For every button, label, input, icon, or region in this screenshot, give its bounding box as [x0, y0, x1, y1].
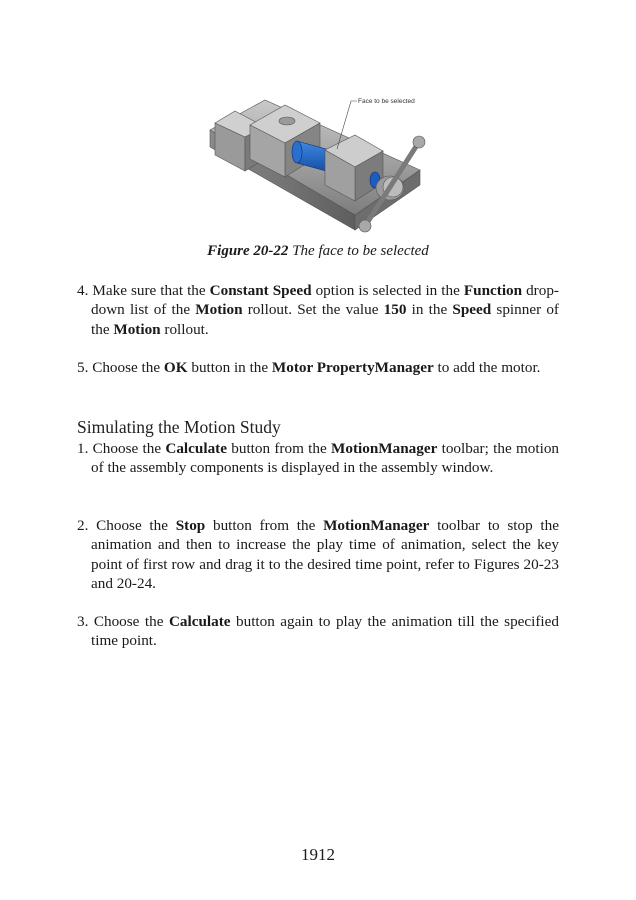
bold-term: MotionManager — [323, 517, 430, 534]
bold-term: Motion — [113, 320, 161, 338]
text-run: spinner of the — [91, 301, 559, 338]
text-run: 3. Choose the — [77, 613, 169, 630]
bold-term: Motor PropertyManager — [271, 359, 434, 376]
text-run: button from the — [205, 517, 324, 534]
text-run: 1. Choose the — [77, 440, 166, 457]
bold-term: Function — [463, 282, 523, 299]
bold-term: Constant Speed — [209, 282, 312, 299]
sim-step-1 — [77, 439, 559, 478]
text-run: button again to play the animation till the specified time point. — [91, 613, 559, 650]
bold-term: Calculate — [168, 613, 231, 630]
bold-term: Calculate — [165, 440, 227, 457]
step-5 — [77, 358, 559, 377]
section-heading: Simulating the Motion Study — [77, 417, 281, 437]
bold-term: Motion — [195, 301, 243, 319]
step-4 — [77, 281, 559, 339]
text-run: rollout. — [160, 320, 209, 338]
bold-term: MotionManager — [331, 440, 438, 457]
sim-step-2 — [77, 516, 559, 593]
vise-illustration — [205, 85, 445, 235]
text-run: button from the — [226, 440, 332, 457]
text-run: toolbar; the motion of the assembly components is displayed in the assembly window. — [91, 440, 560, 477]
page-number: 1912 — [301, 845, 335, 864]
bold-term: Speed — [452, 301, 492, 319]
bold-term: OK — [163, 359, 188, 376]
sim-step-3 — [77, 612, 559, 651]
text-run: rollout. Set the value — [242, 301, 384, 319]
figure-callout: Face to be selected — [358, 98, 415, 105]
text-run: button in the — [187, 359, 272, 376]
text-run: 5. Choose the — [77, 359, 164, 376]
text-run: 4. Make sure that the — [77, 282, 210, 299]
text-run: drop-down list of the — [91, 282, 559, 319]
text-run: to add the motor. — [433, 359, 541, 376]
bold-term: 150 — [383, 301, 407, 319]
text-run: option is selected in the — [311, 282, 464, 299]
text-run: toolbar to stop the animation and then to increase the play time of animation, select the key point of first row and drag it to the desired time point, refer to Figures 20-23 and 20-24. — [91, 517, 559, 592]
caption-text: The face to be selected — [288, 243, 429, 259]
caption-label: Figure 20-22 — [207, 243, 289, 259]
text-run: in the — [406, 301, 453, 319]
bold-term: Stop — [175, 517, 206, 534]
figure-caption — [0, 243, 636, 260]
text-run: 2. Choose the — [77, 517, 176, 534]
